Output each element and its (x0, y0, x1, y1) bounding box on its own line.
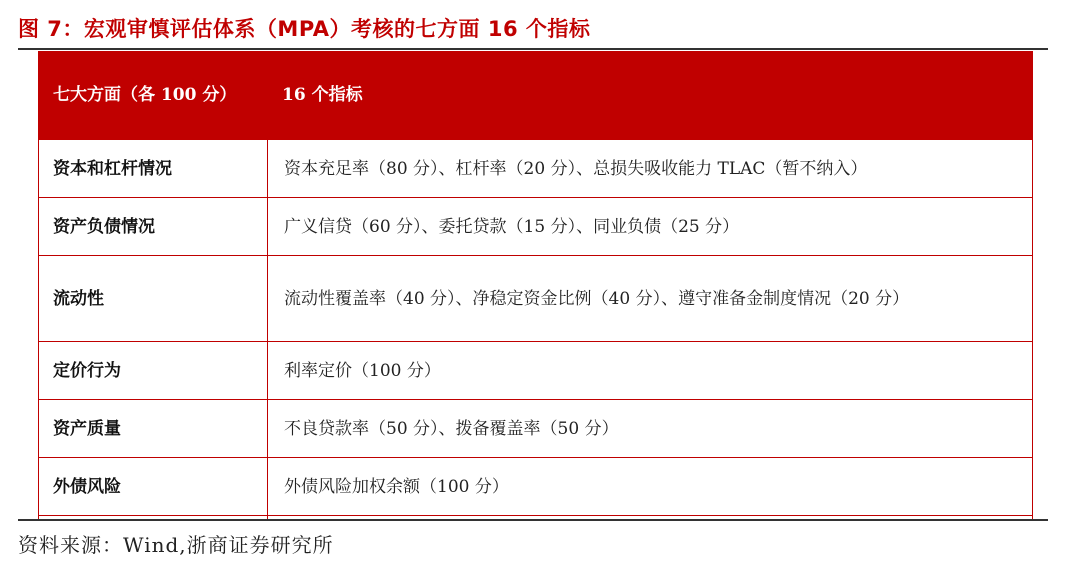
row-category: 外债风险 (39, 458, 268, 516)
figure-title: 图 7：宏观审慎评估体系（MPA）考核的七方面 16 个指标 (18, 17, 591, 41)
table-row (39, 458, 1033, 516)
row-indicators: 不良贷款率（50 分）、拨备覆盖率（50 分） (268, 400, 1033, 458)
table-row (39, 342, 1033, 400)
table-row (39, 400, 1033, 458)
row-indicators: 广义信贷（60 分）、委托贷款（15 分）、同业负债（25 分） (268, 198, 1033, 256)
row-indicators: 流动性覆盖率（40 分）、净稳定资金比例（40 分）、遵守准备金制度情况（20 分） (268, 256, 1033, 342)
bottom-rule (18, 519, 1048, 521)
table-row (39, 256, 1033, 342)
row-indicators: 利率定价（100 分） (268, 342, 1033, 400)
row-indicators: 外债风险加权余额（100 分） (268, 458, 1033, 516)
row-category: 资本和杠杆情况 (39, 140, 268, 198)
source-note: 资料来源：Wind,浙商证券研究所 (18, 533, 334, 557)
row-category: 定价行为 (39, 342, 268, 400)
header-indicators: 16 个指标 (268, 51, 1033, 140)
row-category: 资产质量 (39, 400, 268, 458)
row-category: 资产负债情况 (39, 198, 268, 256)
row-indicators: 资本充足率（80 分）、杠杆率（20 分）、总损失吸收能力 TLAC（暂不纳入） (268, 140, 1033, 198)
top-rule (18, 48, 1048, 50)
header-category: 七大方面（各 100 分） (39, 51, 268, 140)
table-row (39, 198, 1033, 256)
table-header-row (39, 51, 1033, 140)
row-category: 流动性 (39, 256, 268, 342)
mpa-indicator-table (38, 51, 1033, 521)
table-row (39, 140, 1033, 198)
